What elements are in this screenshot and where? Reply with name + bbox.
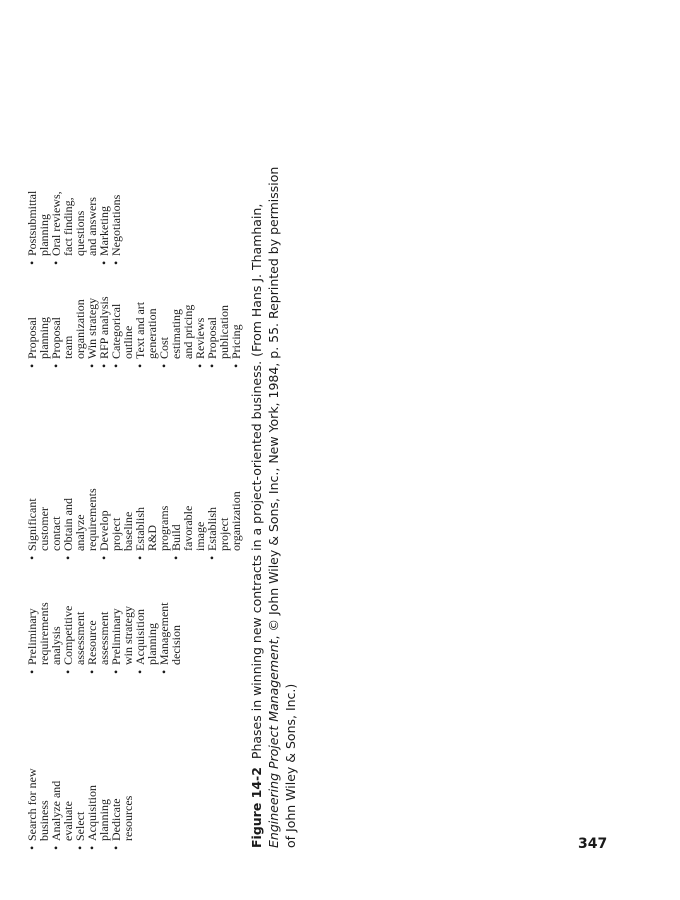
bullet-item: • Acquisition planning [134,594,158,674]
bullet-item: • Preliminary win strategy [110,594,134,674]
figure-label: Figure 14-2 [249,767,264,848]
bullet-item: • Postsubmittal planning [26,170,50,265]
bullet-item: • Management decision [158,594,182,674]
bullet-item: • Resource assessment [86,594,110,674]
rotated-figure [0,100,320,860]
bullet-item: • Proposal publication [206,283,230,368]
bullet-item: • Proposal planning [26,283,50,368]
bullet-item: • Cost estimating and pricing [158,283,194,368]
bullet-item: • Marketing [98,170,110,265]
bullet-item: • Reviews [194,283,206,368]
bullet-list-develop-opportunity [26,480,242,560]
bullet-item: • Significant customer contact [26,480,62,560]
bullet-item: • Select [74,750,86,850]
bullet-list-develop-proposal [26,283,242,368]
bullet-list-assess [26,594,182,674]
figure-caption [248,158,299,848]
bullet-item: • Text and art generation [134,283,158,368]
bullet-item: • Proposal team organization [50,283,86,368]
bullet-item: • Win strategy [86,283,98,368]
bullet-list-negotiate [26,170,122,265]
bullet-item: • Build favorable image [170,480,206,560]
bullet-item: • Categorical outline [110,283,134,368]
caption-italic-title: Engineering Project Management [266,639,281,848]
bullet-item: • Pricing [230,283,242,368]
bullet-item: • Negotiations [110,170,122,265]
bullet-item: • Obtain and analyze requirements [62,480,98,560]
bullet-item: • Dedicate resources [110,750,134,850]
caption-text-2: , © John Wiley & Sons, Inc., New York, 1984, p. 55. Reprinted by permission of John Wiley & Sons, Inc.) [266,166,298,848]
caption-text-1: Phases in winning new contracts in a project-oriented business. (From Hans J. Thamhain, [249,203,264,760]
bullet-item: • RFP analysis [98,283,110,368]
bullet-item: • Develop project baseline [98,480,134,560]
bullet-item: • Preliminary requirements analysis [26,594,62,674]
page-number: 347 [578,836,608,852]
bullet-item: • Competitive assessment [62,594,86,674]
bullet-item: • Acquisition planning [86,750,110,850]
bullet-list-identify [26,750,134,850]
bullet-item: • Oral reviews, fact finding, questions and answers [50,170,98,265]
bullet-item: • Analyze and evaluate [50,750,74,850]
bullet-item: • Establish project organization [206,480,242,560]
bullet-item: • Establish R&D programs [134,480,170,560]
bullet-item: • Search for new business [26,750,50,850]
